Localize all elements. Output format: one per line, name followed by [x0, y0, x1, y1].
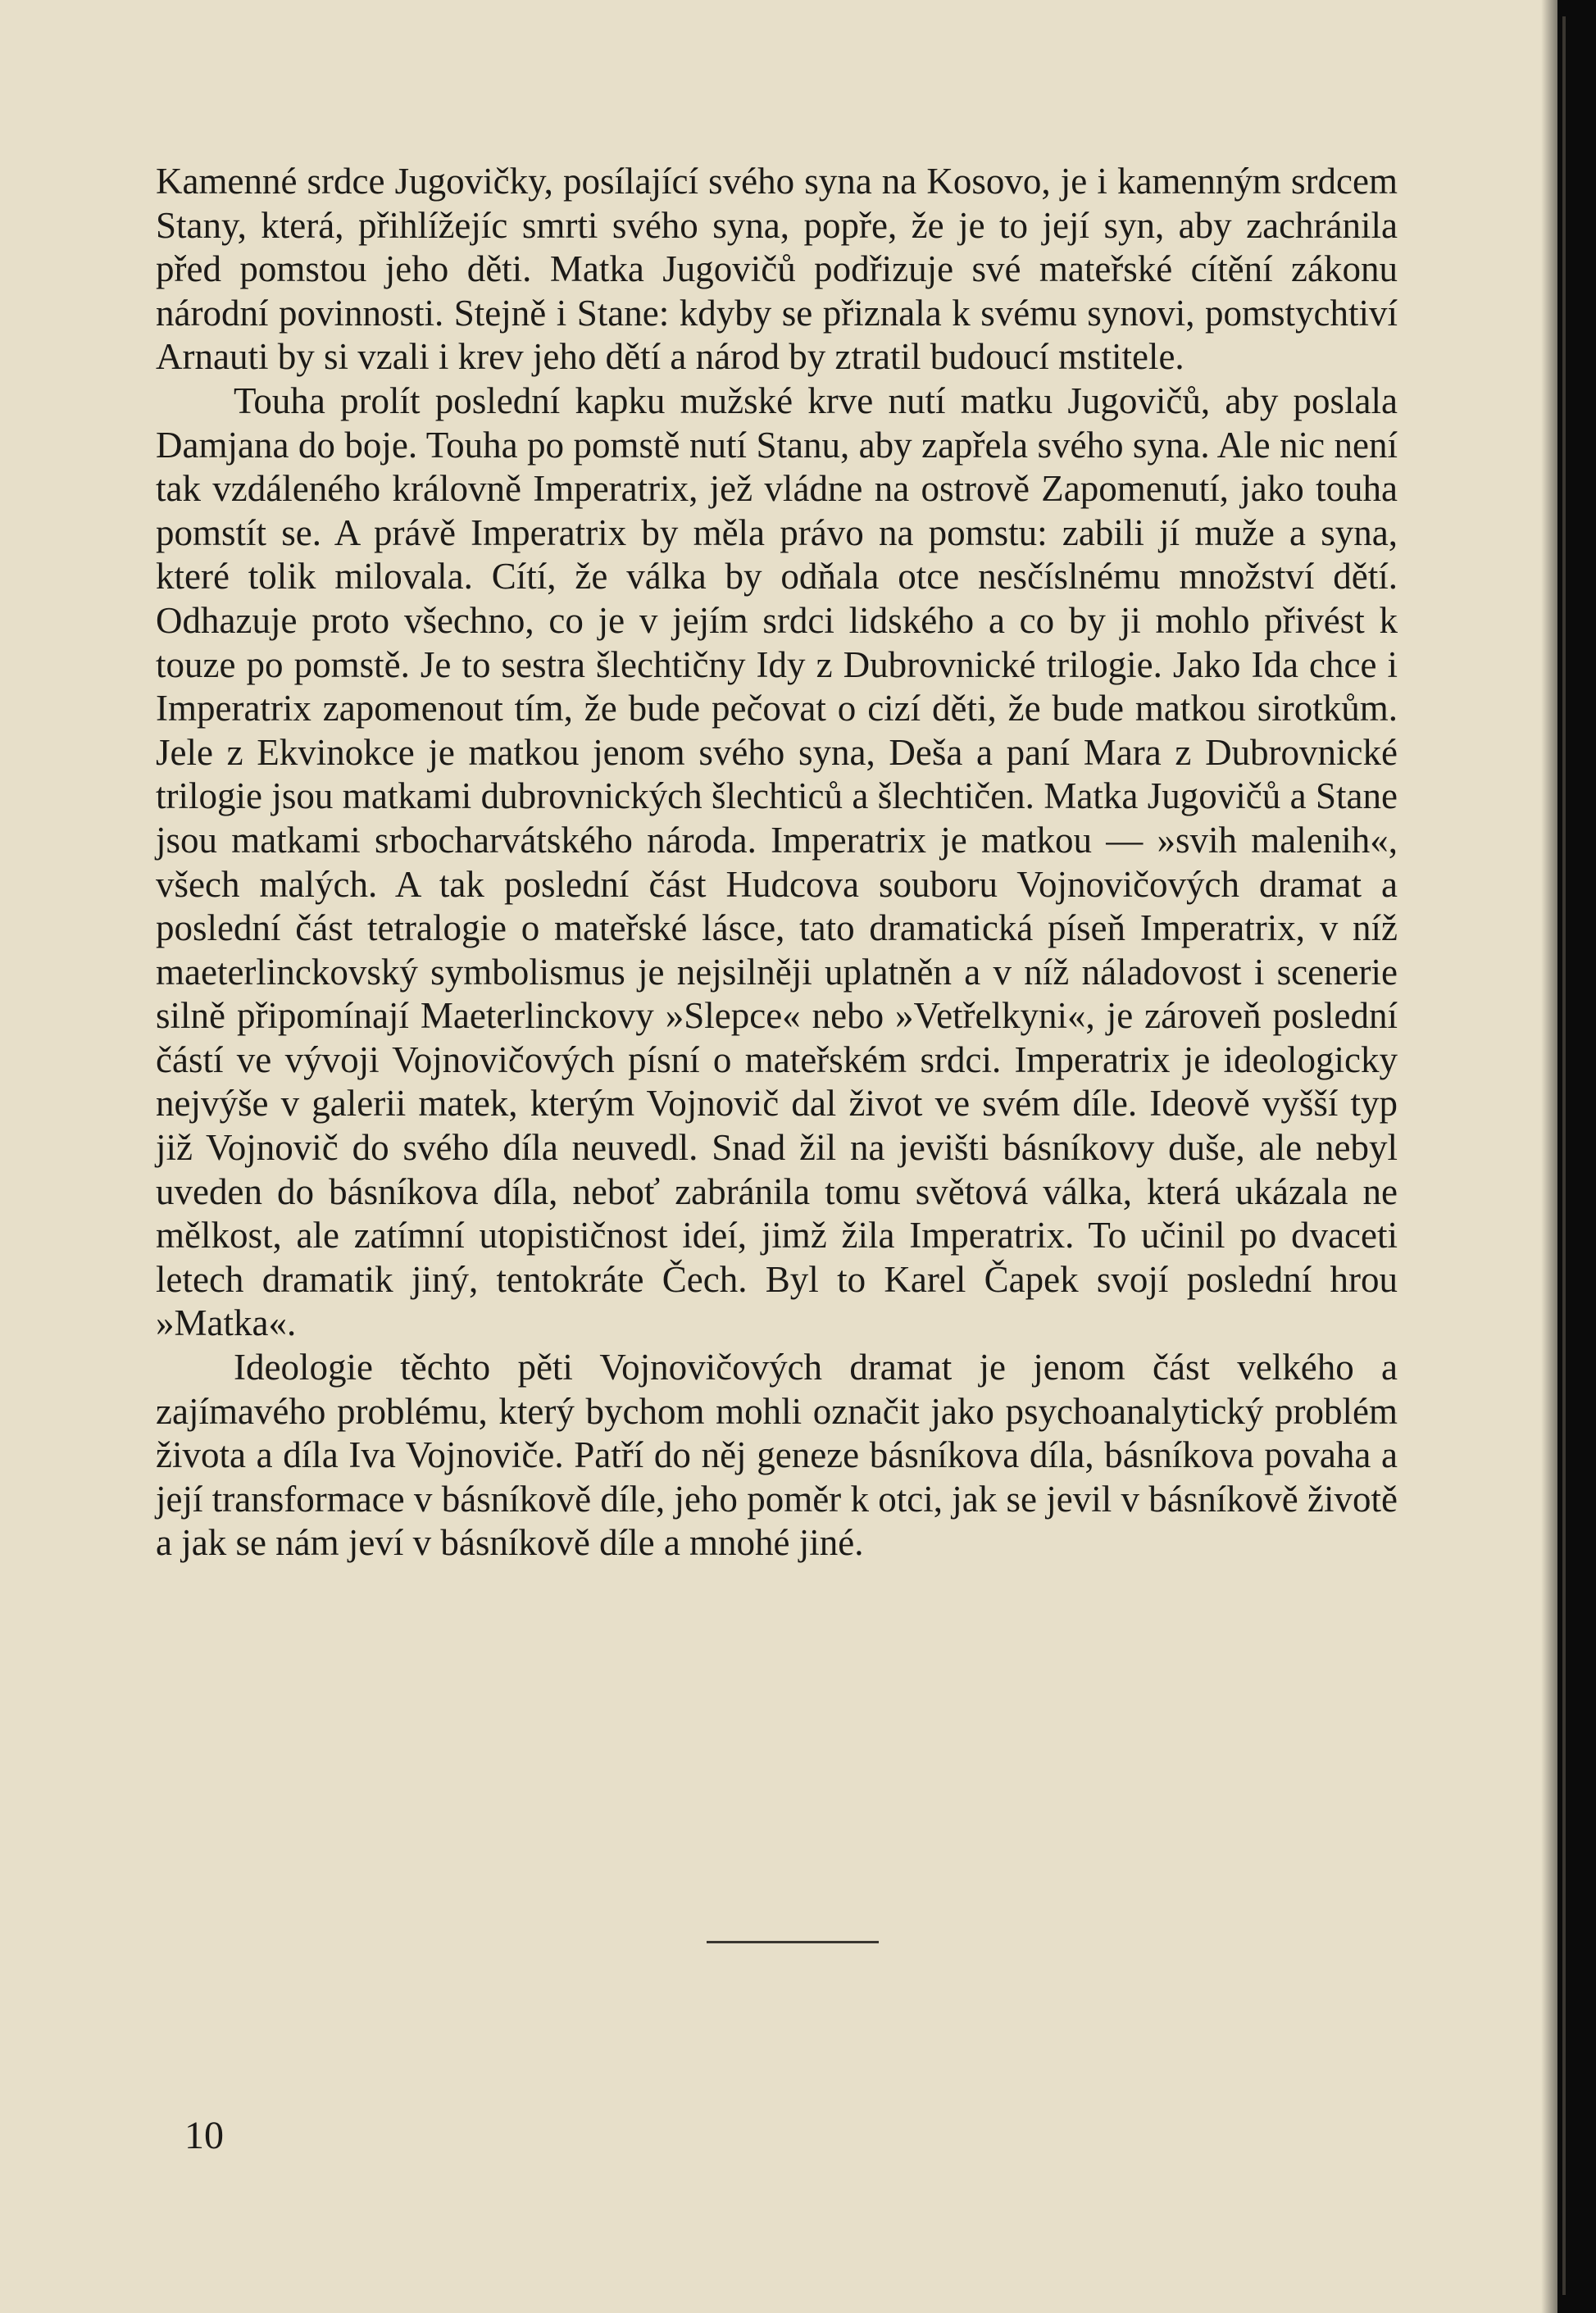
- paragraph-3: Ideologie těchto pěti Vojnovičových dramat je jenom část velkého a zajímavého problému, který bychom mohli označit jako psychoanalytický problém života a díla Iva Vojnoviče. Patří do něj geneze básníkova díla, básníkova povaha a její transformace v básníkově díle, jeho poměr k otci, jak se jevil v básníkově životě a jak se nám jeví v básníkově díle a mnohé jiné.: [156, 1347, 1398, 1564]
- paragraph-2: Touha prolít poslední kapku mužské krve nutí matku Jugovičů, aby poslala Damjana do boje. Touha po pomstě nutí Stanu, aby zapřela svého syna. Ale nic není tak vzdáleného královně Imperatrix, jež vládne na ostrově Zapomenutí, jako touha pomstít se. A právě Imperatrix by měla právo na pomstu: zabili jí muže a syna, které tolik milovala. Cítí, že válka by odňala otce nesčíslnému množství dětí. Odhazuje proto všechno, co je v jejím srdci lidského a co by ji mohlo přivést k touze po pomstě. Je to sestra šlechtičny Idy z Dubrovnické trilogie. Jako Ida chce i Imperatrix zapomenout tím, že bude pečovat o cizí děti, že bude matkou sirotkům. Jele z Ekvinokce je matkou jenom svého syna, Deša a paní Mara z Dubrovnické trilogie jsou matkami dubrovnických šlechticů a šlechtičen. Matka Jugovičů a Stane jsou matkami srbocharvátského národa. Imperatrix je matkou — »svih malenih«, všech malých. A tak poslední část Hudcova souboru Vojnovičových dramat a poslední část tetralogie o mateřské lásce, tato dramatická píseň Imperatrix, v níž maeterlinckovský symbolismus je nejsilněji uplatněn a v níž náladovost i scenerie silně připomínají Maeterlinckovy »Slepce« nebo »Vetřelkyni«, je zároveň poslední částí ve vývoji Vojnovičových písní o mateřském srdci. Imperatrix je ideologicky nejvýše v galerii matek, kterým Vojnovič dal život ve svém díle. Ideově vyšší typ již Vojnovič do svého díla neuvedl. Snad žil na jevišti básníkovy duše, ale nebyl uveden do básníkova díla, neboť zabránila tomu světová válka, která ukázala ne mělkost, ale zatímní utopističnost ideí, jimž žila Imperatrix. To učinil po dvaceti letech dramatik jiný, tentokráte Čech. Byl to Karel Čapek svojí poslední hrou »Matka«.: [156, 379, 1398, 1344]
- spine-edge-line: [1562, 16, 1566, 2295]
- page-number: 10: [184, 2114, 224, 2157]
- body-text: [156, 160, 1398, 1565]
- page-edge-shadow: [1541, 0, 1557, 2313]
- paragraph-1: Kamenné srdce Jugovičky, posílající svého syna na Kosovo, je i kamenným srdcem Stany, která, přihlížejíc smrti svého syna, popře, že je to její syn, aby zachránila před pomstou jeho děti. Matka Jugovičů podřizuje své mateřské cítění zákonu národní povinnosti. Stejně i Stane: kdyby se přiznala k svému synovi, pomstychtiví Arnauti by si vzali i krev jeho dětí a národ by ztratil budoucí mstitele.: [156, 161, 1398, 378]
- section-divider: [707, 1941, 879, 1943]
